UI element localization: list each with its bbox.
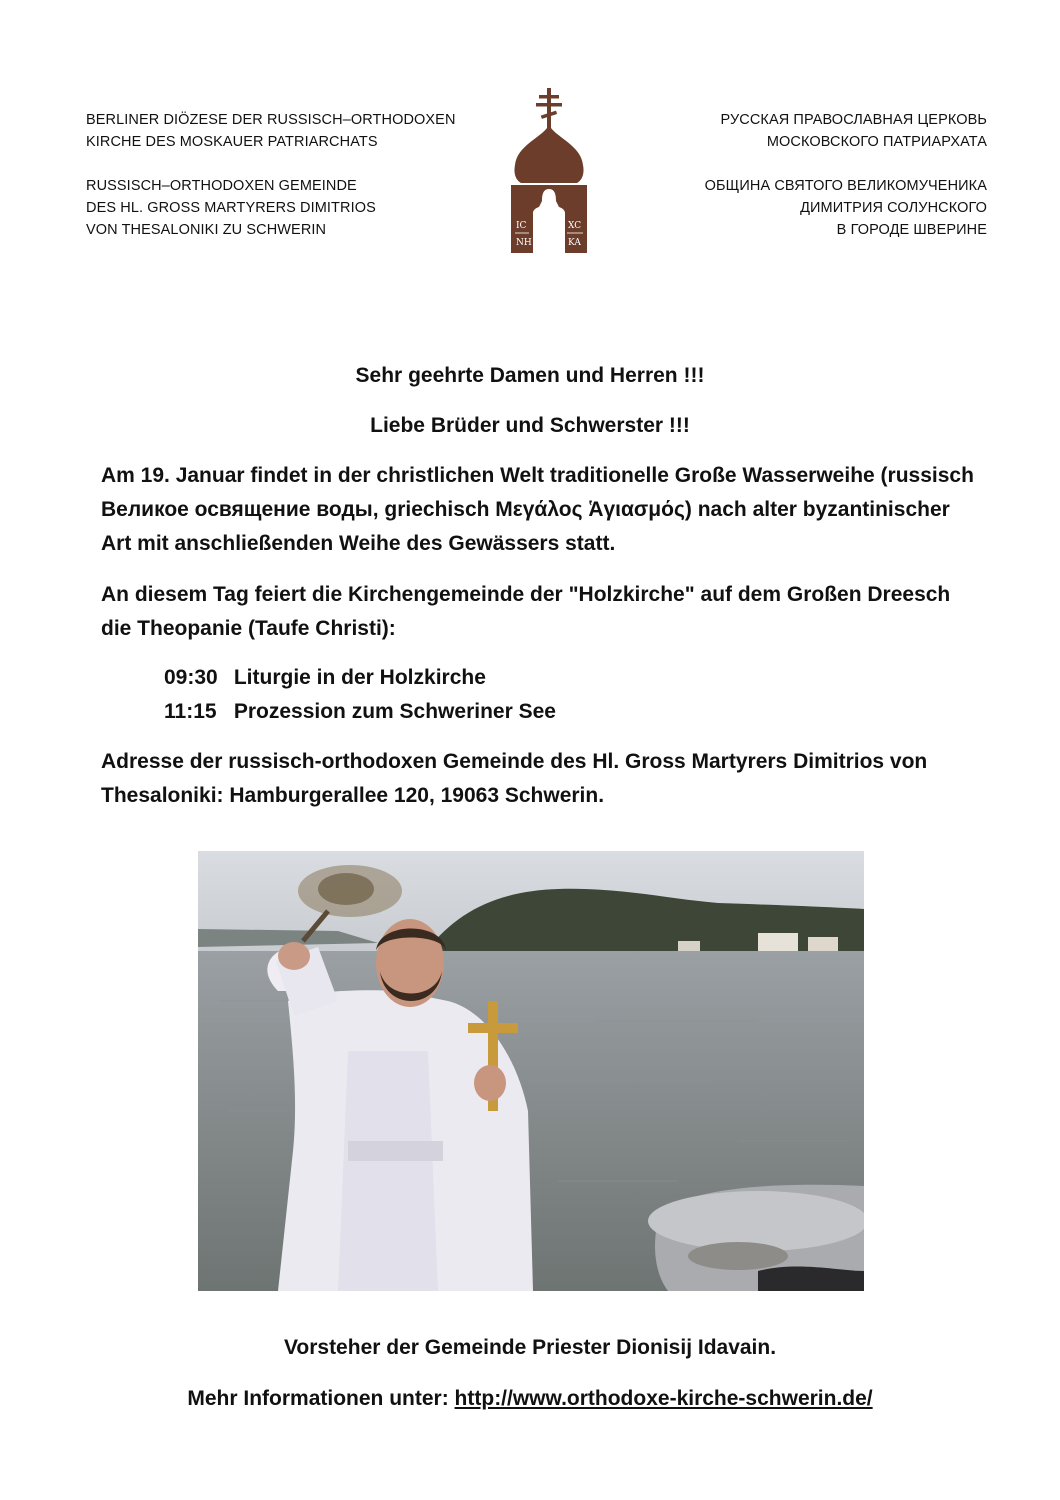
diocese-line-1: BERLINER DIÖZESE DER RUSSISCH–ORTHODOXEN <box>86 112 456 128</box>
church-dome-bell-icon <box>503 85 595 257</box>
address-paragraph: Adresse der russisch-orthodoxen Gemeinde des Hl. Gross Martyrers Dimitrios von Thesaloniki: Hamburgerallee 120, 19063 Schwerin. <box>101 750 928 807</box>
community-line-2: ДИМИТРИЯ СОЛУНСКОГО <box>800 200 987 216</box>
announcement-paragraph: Am 19. Januar findet in der christlichen Welt traditionelle Große Wasserweihe (russisch Великое освящение воды, griechisch Μεγάλος Ἁγιασμός) nach alter byzantinischer Art mit anschließenden Weihe des Gewässers statt. <box>101 464 974 555</box>
schedule-time: 09:30 <box>164 666 218 689</box>
parish-line-2: DES HL. GROSS MARTYRERS DIMITRIOS <box>86 200 376 216</box>
church-line-2: МОСКОВСКОГО ПАТРИАРХАТА <box>766 134 987 150</box>
more-info-label: Mehr Informationen unter: <box>187 1387 449 1410</box>
community-line-3: В ГОРОДЕ ШВЕРИНЕ <box>836 222 987 238</box>
community-line-1: ОБЩИНА СВЯТОГО ВЕЛИКОМУЧЕНИКА <box>704 178 987 194</box>
schedule-item <box>164 661 556 695</box>
priest-blessing-lake-photo <box>198 851 864 1291</box>
emblem-letters-left-bottom: NH <box>516 238 532 248</box>
website-link[interactable]: http://www.orthodoxe-kirche-schwerin.de/ <box>454 1387 873 1410</box>
emblem-letters-right-bottom: KA <box>568 238 581 248</box>
header-right <box>705 109 987 241</box>
emblem-letters-left-top: IC <box>516 221 527 231</box>
schedule-event: Prozession zum Schweriner See <box>233 700 556 723</box>
celebration-paragraph: An diesem Tag feiert die Kirchengemeinde der "Holzkirche" auf dem Großen Dreesch die Theopanie (Taufe Christi): <box>101 583 951 640</box>
greeting-line-2: Liebe Brüder und Schwerster !!! <box>370 414 690 437</box>
priest-signature-line: Vorsteher der Gemeinde Priester Dionisij Idavain. <box>283 1336 777 1359</box>
parish-line-3: VON THESALONIKI ZU SCHWERIN <box>86 222 327 238</box>
more-info-line <box>0 1387 1060 1411</box>
schedule-time: 11:15 <box>164 700 217 723</box>
church-line-1: РУССКАЯ ПРАВОСЛАВНАЯ ЦЕРКОВЬ <box>720 112 987 128</box>
greeting-line-1: Sehr geehrte Damen und Herren !!! <box>355 364 705 387</box>
schedule-item <box>164 695 556 729</box>
emblem-letters-right-top: XC <box>568 221 582 231</box>
church-emblem <box>503 85 595 257</box>
parish-line-1: RUSSISCH–ORTHODOXEN GEMEINDE <box>86 178 357 194</box>
schedule <box>164 661 556 729</box>
schedule-event: Liturgie in der Holzkirche <box>233 666 486 689</box>
diocese-line-2: KIRCHE DES MOSKAUER PATRIARCHATS <box>86 134 378 150</box>
header-left <box>86 109 456 241</box>
